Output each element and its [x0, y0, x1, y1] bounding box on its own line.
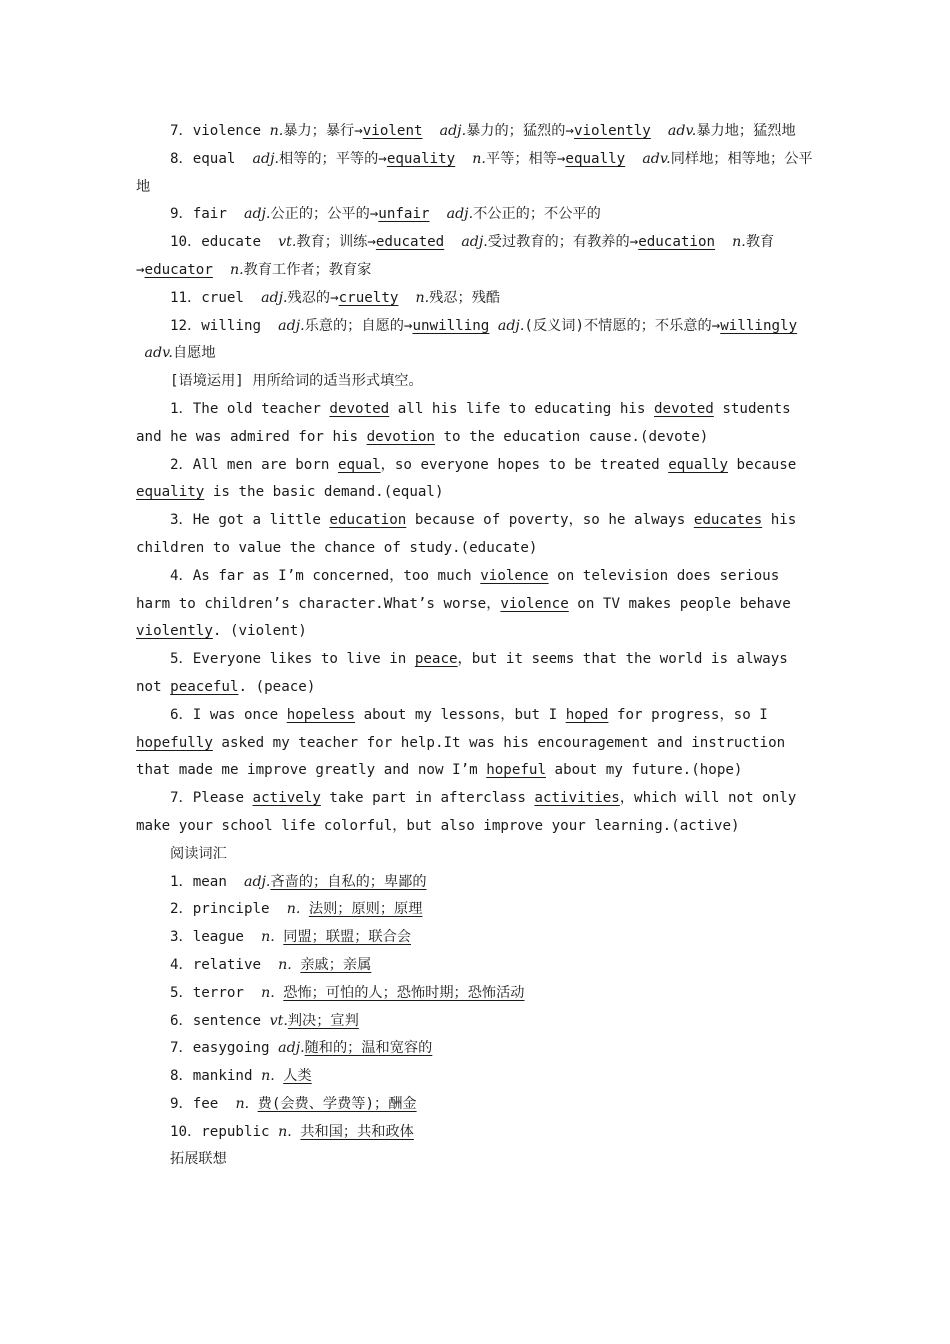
derived-entry — [136, 118, 816, 146]
answer-word: violent — [362, 123, 423, 139]
answer-word: hopeful — [486, 762, 547, 779]
item-lead: 2． — [170, 456, 193, 473]
text-run: (反义词)不情愿的；不乐意的→ — [524, 317, 721, 334]
part-of-speech: n. — [278, 1123, 292, 1140]
text-run — [213, 262, 230, 278]
answer-word: peaceful — [170, 678, 239, 695]
text-run: 受过教育的；有教养的→ — [487, 234, 639, 251]
text-run — [489, 318, 498, 334]
item-lead: 2．principle — [170, 901, 287, 918]
text-run: 自愿地 — [172, 345, 216, 362]
text-run: for progress，so I — [608, 706, 768, 723]
answer-word: 判决；宣判 — [287, 1012, 359, 1029]
text-run: . (peace) — [238, 678, 316, 695]
answer-word: 共和国；共和政体 — [300, 1123, 414, 1140]
text-run — [275, 929, 284, 945]
answer-word: equality — [386, 150, 456, 167]
text-run — [249, 1096, 258, 1112]
reading-entry — [136, 869, 816, 897]
reading-vocab-list — [136, 869, 816, 1147]
item-lead: 6． — [170, 706, 193, 723]
derived-entry — [136, 313, 816, 369]
answer-word: 亲戚；亲属 — [300, 956, 372, 973]
context-exercise-list — [136, 396, 816, 841]
reading-entry — [136, 924, 816, 952]
text-run: . (violent) — [212, 623, 307, 640]
text-run — [430, 206, 447, 222]
context-exercise — [136, 396, 816, 452]
reading-entry — [136, 952, 816, 980]
item-lead: 11．cruel — [170, 289, 262, 306]
part-of-speech: n. — [269, 123, 284, 139]
text-run: ，so everyone hopes to be treated — [380, 456, 669, 473]
text-run: 暴力地；猛烈地 — [696, 123, 796, 139]
part-of-speech: n. — [472, 150, 486, 167]
text-run: 乐意的；自愿的→ — [304, 317, 413, 334]
text-run: on television does serious harm to children’s character.What’s worse， — [136, 567, 780, 612]
item-lead: 1． — [170, 400, 193, 417]
text-run: I was once — [192, 706, 287, 723]
answer-word: violently — [573, 123, 651, 139]
answer-word: unfair — [378, 206, 430, 223]
text-run: ，but it seems that the world is always not — [136, 651, 788, 695]
reading-entry — [136, 1008, 816, 1036]
item-lead: 5．terror — [170, 984, 262, 1001]
answer-word: 人类 — [283, 1068, 312, 1085]
answer-word: willingly — [720, 317, 798, 334]
answer-word: cruelty — [338, 289, 399, 306]
text-run — [651, 123, 668, 139]
item-lead: 6．sentence — [170, 1012, 270, 1029]
text-run: take part in afterclass — [320, 790, 535, 807]
answer-word: equally — [565, 150, 626, 167]
text-run: 教育工作者；教育家 — [243, 261, 372, 278]
context-exercise — [136, 702, 816, 785]
answer-word: educated — [375, 234, 445, 251]
text-run: about my future.(hope) — [546, 762, 743, 779]
text-run: ，which will not only make your school life colorful，but also improve your learning.(active) — [136, 790, 797, 834]
item-lead: 9．fee — [170, 1095, 236, 1112]
answer-word: actively — [252, 790, 321, 807]
context-exercise — [136, 785, 816, 841]
answer-word: activities — [534, 790, 620, 807]
part-of-speech: adv. — [144, 345, 173, 362]
text-run: 不公正的；不公平的 — [473, 206, 601, 223]
answer-word: devoted — [654, 400, 714, 417]
answer-word: educator — [144, 261, 213, 278]
item-lead: 12．willing — [170, 317, 279, 334]
context-exercise — [136, 563, 816, 646]
item-lead: 7． — [170, 790, 193, 807]
text-run: 同样地；相等地；公平地 — [136, 150, 813, 195]
answer-word: violence — [480, 567, 549, 584]
text-run: 残忍的→ — [287, 289, 339, 306]
text-run — [715, 234, 732, 250]
answer-word: 随和的；温和宽容的 — [304, 1040, 433, 1057]
text-run — [444, 234, 461, 250]
answer-word: 恐怖；可怕的人；恐怖时期；恐怖活动 — [283, 984, 525, 1001]
reading-heading: 阅读词汇 — [170, 845, 227, 862]
text-run: 残忍；残酷 — [429, 289, 501, 306]
reading-entry — [136, 896, 816, 924]
text-run: 公正的；公平的→ — [270, 206, 379, 223]
answer-word: peace — [414, 651, 458, 668]
part-of-speech: n. — [235, 1095, 250, 1112]
item-lead: 10．educate — [170, 234, 279, 251]
part-of-speech: adj. — [439, 123, 467, 139]
part-of-speech: adv. — [667, 123, 697, 139]
text-run — [275, 985, 284, 1001]
item-lead: 10．republic — [170, 1123, 279, 1140]
text-run: The old teacher — [192, 400, 330, 417]
context-heading: [语境运用] 用所给词的适当形式填空。 — [170, 373, 423, 390]
text-run: is the basic demand.(equal) — [204, 484, 444, 501]
text-run: because of poverty，so he always — [406, 512, 694, 529]
text-run: All men are born — [192, 456, 338, 473]
text-run: his children to value the chance of study.(educate) — [136, 512, 797, 556]
text-run: 暴力的；猛烈的→ — [466, 123, 574, 139]
reading-entry — [136, 1091, 816, 1119]
answer-word: violence — [500, 595, 569, 612]
part-of-speech: adv. — [642, 150, 671, 167]
text-run — [275, 1068, 284, 1084]
text-run: asked my teacher for help.It was his encouragement and instruction that made me improve greatly and now I’m — [136, 734, 786, 779]
text-run — [625, 151, 642, 167]
derived-entry — [136, 146, 816, 202]
text-run: all his life to educating his — [389, 400, 654, 417]
derived-word-list — [136, 118, 816, 368]
context-exercise — [136, 452, 816, 508]
item-lead: 3． — [170, 512, 193, 529]
item-lead: 4．relative — [170, 956, 279, 973]
text-run: because — [728, 456, 797, 473]
answer-word: equally — [668, 456, 728, 473]
text-run — [455, 151, 472, 167]
context-exercise — [136, 646, 816, 702]
part-of-speech: adj. — [278, 1040, 305, 1057]
text-run — [398, 290, 415, 306]
part-of-speech: vt. — [269, 1012, 288, 1029]
part-of-speech: n. — [286, 901, 301, 918]
part-of-speech: adj. — [461, 234, 488, 251]
item-lead: 8．equal — [170, 150, 253, 167]
text-run: to the education cause.(devote) — [434, 428, 709, 445]
part-of-speech: vt. — [278, 234, 297, 251]
text-run: Please — [192, 790, 253, 807]
reading-entry — [136, 1119, 816, 1147]
part-of-speech: n. — [278, 956, 292, 973]
document-page — [136, 118, 816, 1174]
part-of-speech: adj. — [243, 873, 271, 890]
answer-word: education — [329, 512, 407, 529]
text-run: He got a little — [192, 512, 330, 529]
part-of-speech: n. — [261, 1068, 275, 1085]
expand-heading: 拓展联想 — [170, 1151, 227, 1168]
part-of-speech: adj. — [446, 206, 474, 223]
answer-word: devotion — [366, 428, 435, 445]
text-run: about my lessons，but I — [355, 706, 566, 723]
part-of-speech: adj. — [497, 317, 525, 334]
answer-word: hopeless — [286, 706, 356, 723]
item-lead: 7．violence — [170, 123, 270, 139]
text-run — [136, 345, 145, 361]
answer-word: equal — [337, 456, 381, 473]
answer-word: 吝啬的；自私的；卑鄙的 — [270, 873, 427, 890]
answer-word: violently — [136, 623, 213, 640]
text-run: on TV makes people behave — [568, 595, 791, 612]
derived-entry — [136, 285, 816, 313]
answer-word: devoted — [329, 400, 390, 417]
context-exercise — [136, 507, 816, 563]
part-of-speech: n. — [415, 289, 430, 306]
item-lead: 8．mankind — [170, 1068, 262, 1085]
answer-word: equality — [136, 484, 205, 501]
part-of-speech: n. — [732, 234, 746, 251]
item-lead: 9．fair — [170, 206, 244, 223]
answer-word: 法则；原则；原理 — [308, 901, 423, 918]
item-lead: 4． — [170, 567, 193, 584]
part-of-speech: n. — [229, 261, 244, 278]
answer-word: 同盟；联盟；联合会 — [283, 929, 411, 946]
item-lead: 1．mean — [170, 873, 244, 890]
part-of-speech: adj. — [278, 317, 305, 334]
text-run — [300, 901, 309, 917]
part-of-speech: adj. — [243, 206, 271, 223]
reading-entry — [136, 980, 816, 1008]
answer-word: educates — [693, 512, 763, 529]
derived-entry — [136, 229, 816, 285]
item-lead: 5． — [170, 651, 193, 668]
answer-word: education — [638, 234, 716, 251]
answer-word: hoped — [565, 706, 609, 723]
derived-entry — [136, 201, 816, 229]
text-run: 教育→ — [136, 234, 775, 278]
part-of-speech: n. — [261, 929, 275, 946]
reading-entry — [136, 1063, 816, 1091]
answer-word: unwilling — [412, 317, 490, 334]
text-run: 相等的；平等的→ — [278, 150, 387, 167]
text-run: 教育；训练→ — [296, 234, 376, 251]
text-run: As far as I’m concerned，too much — [192, 567, 481, 584]
item-lead: 3．league — [170, 929, 262, 946]
part-of-speech: adj. — [252, 150, 279, 167]
text-run: Everyone likes to live in — [192, 651, 415, 668]
answer-word: 费(会费、学费等)；酬金 — [257, 1095, 417, 1112]
text-run: 暴力；暴行→ — [283, 123, 363, 139]
part-of-speech: n. — [261, 984, 275, 1001]
text-run: 平等；相等→ — [485, 150, 566, 167]
text-run — [423, 123, 440, 139]
answer-word: hopefully — [136, 734, 213, 751]
text-run: students and he was admired for his — [136, 400, 791, 445]
reading-entry — [136, 1035, 816, 1063]
item-lead: 7．easygoing — [170, 1040, 279, 1057]
part-of-speech: adj. — [261, 289, 288, 306]
